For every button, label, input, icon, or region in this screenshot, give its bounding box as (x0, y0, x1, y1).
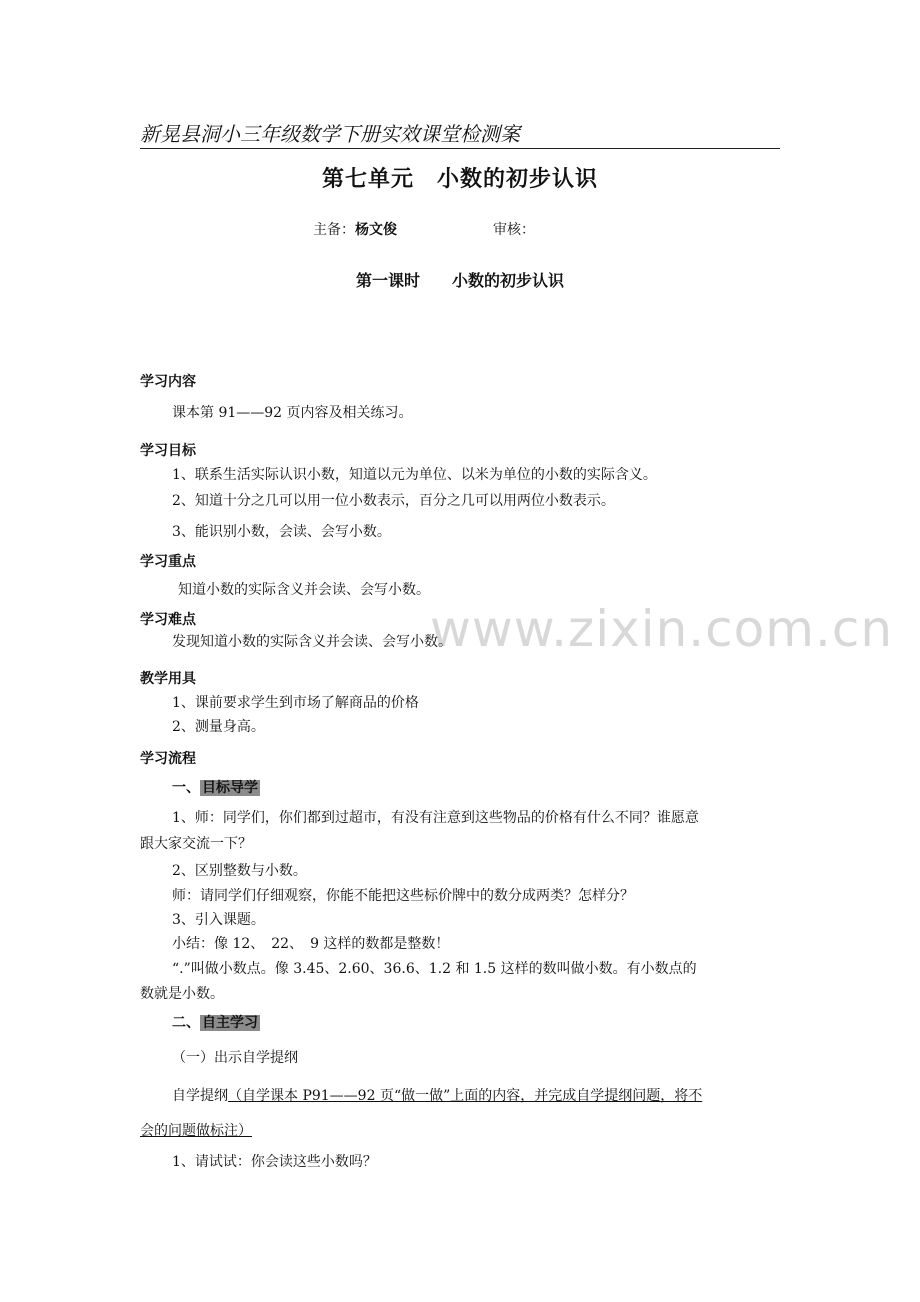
part2-heading (172, 1012, 260, 1032)
part1-line: 数就是小数。 (140, 986, 224, 1002)
section-heading-tools: 教学用具 (140, 671, 196, 687)
author-name: 杨文俊 (355, 222, 397, 238)
outline-label: 自学提纲 (172, 1088, 228, 1104)
outline-underlined: （自学课本 P91——92 页“做一做”上面的内容，并完成自学提纲问题，将不 (228, 1088, 703, 1104)
part1-heading (172, 777, 260, 797)
section-heading-key: 学习重点 (140, 554, 196, 570)
outline-underlined-cont: 会的问题做标注） (140, 1123, 252, 1139)
goal-item: 2、知道十分之几可以用一位小数表示，百分之几可以用两位小数表示。 (172, 493, 615, 509)
part1-label: 目标导学 (202, 780, 258, 796)
section-heading-difficulty: 学习难点 (140, 612, 196, 628)
section-heading-goals: 学习目标 (140, 443, 196, 459)
part2-label: 自主学习 (202, 1015, 258, 1031)
part1-line: 1、师：同学们，你们都到过超市，有没有注意到这些物品的价格有什么不同？谁愿意 (172, 810, 699, 826)
part1-line: 3、引入课题。 (172, 912, 265, 928)
section-heading-process: 学习流程 (140, 751, 196, 767)
part1-line: 小结：像 12、 22、 9 这样的数都是整数！ (172, 936, 450, 952)
unit-title: 第七单元 小数的初步认识 (321, 166, 598, 192)
document-header: 新晃县洞小三年级数学下册实效课堂检测案 (140, 120, 780, 149)
reviewer-label: 审核： (493, 222, 535, 238)
part1-line: 2、区别整数与小数。 (172, 863, 307, 879)
key-text: 知道小数的实际含义并会读、会写小数。 (178, 582, 430, 598)
section-heading-content: 学习内容 (140, 374, 196, 390)
part2-prefix: 二、 (172, 1015, 200, 1031)
author-line (313, 219, 535, 239)
question-item: 1、请试试：你会读这些小数吗？ (172, 1154, 377, 1170)
part1-line: 跟大家交流一下？ (140, 836, 252, 852)
part1-prefix: 一、 (172, 780, 200, 796)
author-label: 主备： (313, 222, 355, 238)
outline-line (172, 1085, 702, 1105)
lesson-title: 第一课时 小数的初步认识 (355, 271, 564, 290)
content-text: 课本第 91——92 页内容及相关练习。 (172, 405, 413, 421)
part2-sub: （一）出示自学提纲 (172, 1050, 298, 1066)
part1-line: “.”叫做小数点。像 3.45、2.60、36.6、1.2 和 1.5 这样的数叫做小数。有小数点的 (172, 961, 697, 977)
goal-item: 1、联系生活实际认识小数，知道以元为单位、以米为单位的小数的实际含义。 (172, 467, 657, 483)
goal-item: 3、能识别小数，会读、会写小数。 (172, 524, 391, 540)
difficulty-text: 发现知道小数的实际含义并会读、会写小数。 (172, 634, 452, 650)
part1-line: 师：请同学们仔细观察，你能不能把这些标价牌中的数分成两类？怎样分？ (172, 888, 634, 904)
watermark: www.zixin.com.cn (430, 600, 894, 658)
tool-item: 2、测量身高。 (172, 719, 265, 735)
tool-item: 1、课前要求学生到市场了解商品的价格 (172, 695, 419, 711)
